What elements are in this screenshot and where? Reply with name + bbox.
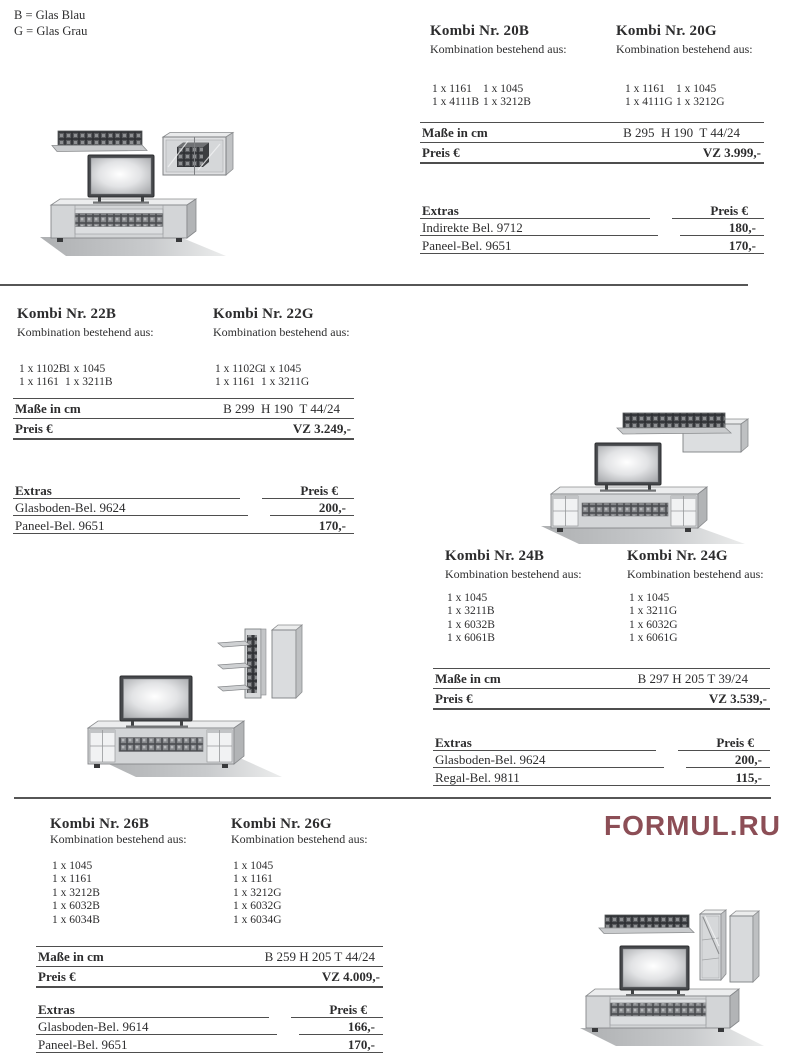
item-code: 1 x 4111B bbox=[432, 96, 480, 109]
item-code: 1 x 1161 bbox=[19, 376, 59, 389]
item-code: 1 x 3212G bbox=[233, 886, 282, 899]
extras-row bbox=[13, 499, 354, 516]
item-code: 1 x 4111G bbox=[625, 96, 673, 109]
kombi-22g-items bbox=[215, 363, 309, 390]
item-row bbox=[432, 83, 531, 96]
kombi-20b-title: Kombi Nr. 20B bbox=[430, 23, 530, 39]
extras-price-header: Preis € bbox=[678, 735, 770, 751]
item-code: 1 x 1045 bbox=[629, 592, 670, 604]
item-row bbox=[629, 605, 678, 618]
extra-label: Paneel-Bel. 9651 bbox=[38, 1037, 128, 1052]
extra-price: 166,- bbox=[299, 1019, 383, 1035]
item-row bbox=[629, 632, 678, 645]
extras-price-header: Preis € bbox=[672, 203, 764, 219]
extras-title: Extras bbox=[433, 735, 656, 751]
legend-glas-grau: G = Glas Grau bbox=[14, 24, 88, 38]
price-row bbox=[13, 419, 354, 440]
dimensions-price-table bbox=[433, 668, 770, 710]
dimensions-price-table bbox=[420, 122, 764, 164]
kombi-20b-block bbox=[430, 23, 620, 198]
dims-value: B 259 H 205 T 44/24 bbox=[264, 948, 375, 964]
kombi-22b-subtitle: Kombination bestehend aus: bbox=[17, 325, 154, 339]
furniture-illustration-kombi-22 bbox=[533, 408, 798, 548]
extras-table bbox=[36, 1002, 383, 1053]
extra-price: 180,- bbox=[680, 220, 764, 236]
price-value: VZ 3.249,- bbox=[292, 420, 351, 436]
item-row bbox=[215, 363, 309, 376]
item-code: 1 x 1045 bbox=[483, 83, 524, 95]
price-row bbox=[433, 689, 770, 710]
price-value: VZ 3.539,- bbox=[708, 690, 767, 706]
item-row bbox=[233, 914, 282, 927]
kombi-26g-items bbox=[233, 860, 282, 927]
item-row bbox=[233, 900, 282, 913]
item-row bbox=[447, 605, 495, 618]
item-code: 1 x 3212B bbox=[52, 886, 100, 899]
kombi-20g-items bbox=[625, 83, 725, 110]
dimensions-row bbox=[36, 947, 383, 967]
price-row bbox=[36, 967, 383, 988]
item-code: 1 x 1161 bbox=[432, 83, 472, 95]
extras-row bbox=[420, 219, 764, 236]
section-kombi-24 bbox=[433, 548, 770, 798]
item-code: 1 x 1161 bbox=[233, 873, 273, 886]
item-code: 1 x 6061G bbox=[629, 632, 678, 645]
price-label: Preis € bbox=[15, 420, 53, 436]
kombi-22b-items bbox=[19, 363, 113, 390]
item-code: 1 x 1045 bbox=[52, 860, 93, 872]
dims-value: B 295 H 190 T 44/24 bbox=[623, 124, 740, 140]
item-row bbox=[233, 887, 282, 900]
item-row bbox=[52, 914, 100, 927]
price-value: VZ 3.999,- bbox=[702, 144, 761, 160]
kombi-24b-title: Kombi Nr. 24B bbox=[445, 548, 545, 564]
item-row bbox=[629, 592, 678, 605]
glass-color-legend bbox=[14, 7, 87, 39]
item-row bbox=[447, 592, 495, 605]
legend-glas-blau: B = Glas Blau bbox=[14, 8, 86, 22]
item-code: 1 x 6032G bbox=[629, 618, 678, 631]
extra-price: 170,- bbox=[347, 1037, 375, 1052]
item-row bbox=[215, 376, 309, 389]
price-row bbox=[420, 143, 764, 164]
kombi-22b-title: Kombi Nr. 22B bbox=[17, 306, 117, 322]
extras-title: Extras bbox=[420, 203, 650, 219]
dimensions-price-table bbox=[36, 946, 383, 988]
dims-value: B 297 H 205 T 39/24 bbox=[637, 670, 748, 686]
item-code: 1 x 1161 bbox=[625, 83, 665, 95]
section-kombi-20 bbox=[420, 23, 764, 263]
price-label: Preis € bbox=[435, 690, 473, 706]
furniture-illustration-kombi-26 bbox=[576, 902, 791, 1052]
item-row bbox=[233, 873, 282, 886]
extras-row bbox=[420, 236, 764, 254]
dims-label: Maße in cm bbox=[15, 400, 81, 416]
dims-value: B 299 H 190 T 44/24 bbox=[223, 400, 340, 416]
extra-label: Paneel-Bel. 9651 bbox=[15, 518, 105, 533]
kombi-20b-items bbox=[432, 83, 531, 110]
item-row bbox=[52, 860, 100, 873]
furniture-illustration-kombi-20 bbox=[30, 125, 240, 260]
extra-label: Indirekte Bel. 9712 bbox=[420, 220, 658, 236]
kombi-22g-subtitle: Kombination bestehend aus: bbox=[213, 325, 350, 339]
item-code: 1 x 3211G bbox=[261, 376, 310, 389]
extras-header-row bbox=[36, 1002, 383, 1018]
item-row bbox=[447, 619, 495, 632]
extra-label: Glasboden-Bel. 9614 bbox=[36, 1019, 277, 1035]
kombi-22b-block bbox=[17, 303, 207, 478]
extra-label: Glasboden-Bel. 9624 bbox=[13, 500, 248, 516]
dims-label: Maße in cm bbox=[422, 124, 488, 140]
extras-title: Extras bbox=[13, 483, 240, 499]
kombi-20g-title: Kombi Nr. 20G bbox=[616, 23, 717, 39]
kombi-22g-title: Kombi Nr. 22G bbox=[213, 306, 314, 322]
item-code: 1 x 1045 bbox=[65, 363, 106, 375]
kombi-24g-title: Kombi Nr. 24G bbox=[627, 548, 728, 564]
dimensions-row bbox=[13, 399, 354, 419]
item-row bbox=[52, 900, 100, 913]
item-code: 1 x 1102B bbox=[19, 363, 67, 375]
section-kombi-22 bbox=[13, 303, 354, 543]
dimensions-row bbox=[420, 123, 764, 143]
kombi-24b-subtitle: Kombination bestehend aus: bbox=[445, 567, 582, 581]
item-row bbox=[625, 96, 725, 109]
kombi-24g-items bbox=[629, 592, 678, 646]
kombi-22g-block bbox=[213, 303, 403, 478]
extras-price-header: Preis € bbox=[291, 1002, 383, 1018]
extras-header-row bbox=[433, 735, 770, 751]
extras-row bbox=[433, 768, 770, 786]
extras-row bbox=[36, 1035, 383, 1053]
extras-row bbox=[13, 516, 354, 534]
extra-price: 200,- bbox=[270, 500, 354, 516]
item-code: 1 x 6034G bbox=[233, 913, 282, 926]
item-code: 1 x 3211B bbox=[65, 376, 113, 389]
item-code: 1 x 6034B bbox=[52, 913, 100, 926]
item-code: 1 x 6032G bbox=[233, 900, 282, 913]
extra-price: 115,- bbox=[735, 770, 762, 785]
extra-price: 200,- bbox=[686, 752, 770, 768]
price-value: VZ 4.009,- bbox=[321, 968, 380, 984]
extra-label: Paneel-Bel. 9651 bbox=[422, 238, 512, 253]
extra-price: 170,- bbox=[318, 518, 346, 533]
item-code: 1 x 1161 bbox=[52, 873, 92, 886]
item-row bbox=[52, 887, 100, 900]
dims-label: Maße in cm bbox=[38, 948, 104, 964]
extras-title: Extras bbox=[36, 1002, 269, 1018]
item-row bbox=[233, 860, 282, 873]
section-kombi-26 bbox=[36, 814, 383, 1062]
extras-header-row bbox=[420, 203, 764, 219]
item-row bbox=[19, 363, 113, 376]
dimensions-price-table bbox=[13, 398, 354, 440]
furniture-illustration-kombi-24 bbox=[78, 618, 313, 783]
item-row bbox=[432, 96, 531, 109]
kombi-20g-subtitle: Kombination bestehend aus: bbox=[616, 42, 753, 56]
item-row bbox=[447, 632, 495, 645]
price-label: Preis € bbox=[422, 144, 460, 160]
extras-table bbox=[433, 735, 770, 786]
section-divider bbox=[0, 284, 748, 286]
extras-table bbox=[13, 483, 354, 534]
kombi-26b-title: Kombi Nr. 26B bbox=[50, 816, 150, 832]
extras-row bbox=[36, 1018, 383, 1035]
item-code: 1 x 1161 bbox=[215, 376, 255, 389]
extra-label: Regal-Bel. 9811 bbox=[435, 770, 520, 785]
dims-label: Maße in cm bbox=[435, 670, 501, 686]
kombi-20b-subtitle: Kombination bestehend aus: bbox=[430, 42, 567, 56]
extras-row bbox=[433, 751, 770, 768]
kombi-26b-subtitle: Kombination bestehend aus: bbox=[50, 832, 187, 846]
item-code: 1 x 1045 bbox=[261, 363, 302, 375]
item-code: 1 x 3211G bbox=[629, 605, 678, 618]
kombi-24b-items bbox=[447, 592, 495, 646]
kombi-26b-items bbox=[52, 860, 100, 927]
item-code: 1 x 3212B bbox=[483, 96, 531, 109]
item-row bbox=[629, 619, 678, 632]
formul-ru-watermark: FORMUL.RU bbox=[604, 810, 781, 841]
kombi-20g-block bbox=[616, 23, 800, 198]
item-row bbox=[19, 376, 113, 389]
item-code: 1 x 6032B bbox=[52, 900, 100, 913]
kombi-26g-title: Kombi Nr. 26G bbox=[231, 816, 332, 832]
item-code: 1 x 1102G bbox=[215, 363, 264, 375]
extras-price-header: Preis € bbox=[262, 483, 354, 499]
extras-header-row bbox=[13, 483, 354, 499]
item-code: 1 x 1045 bbox=[676, 83, 717, 95]
item-code: 1 x 1045 bbox=[447, 592, 488, 604]
item-code: 1 x 3211B bbox=[447, 605, 495, 618]
extra-label: Glasboden-Bel. 9624 bbox=[433, 752, 664, 768]
extra-price: 170,- bbox=[728, 238, 756, 253]
kombi-26g-subtitle: Kombination bestehend aus: bbox=[231, 832, 368, 846]
item-code: 1 x 1045 bbox=[233, 860, 274, 872]
item-code: 1 x 3212G bbox=[676, 96, 725, 109]
extras-table bbox=[420, 203, 764, 254]
item-row bbox=[52, 873, 100, 886]
price-label: Preis € bbox=[38, 968, 76, 984]
kombi-24g-subtitle: Kombination bestehend aus: bbox=[627, 567, 764, 581]
item-code: 1 x 6061B bbox=[447, 632, 495, 645]
item-code: 1 x 6032B bbox=[447, 618, 495, 631]
item-row bbox=[625, 83, 725, 96]
dimensions-row bbox=[433, 669, 770, 689]
